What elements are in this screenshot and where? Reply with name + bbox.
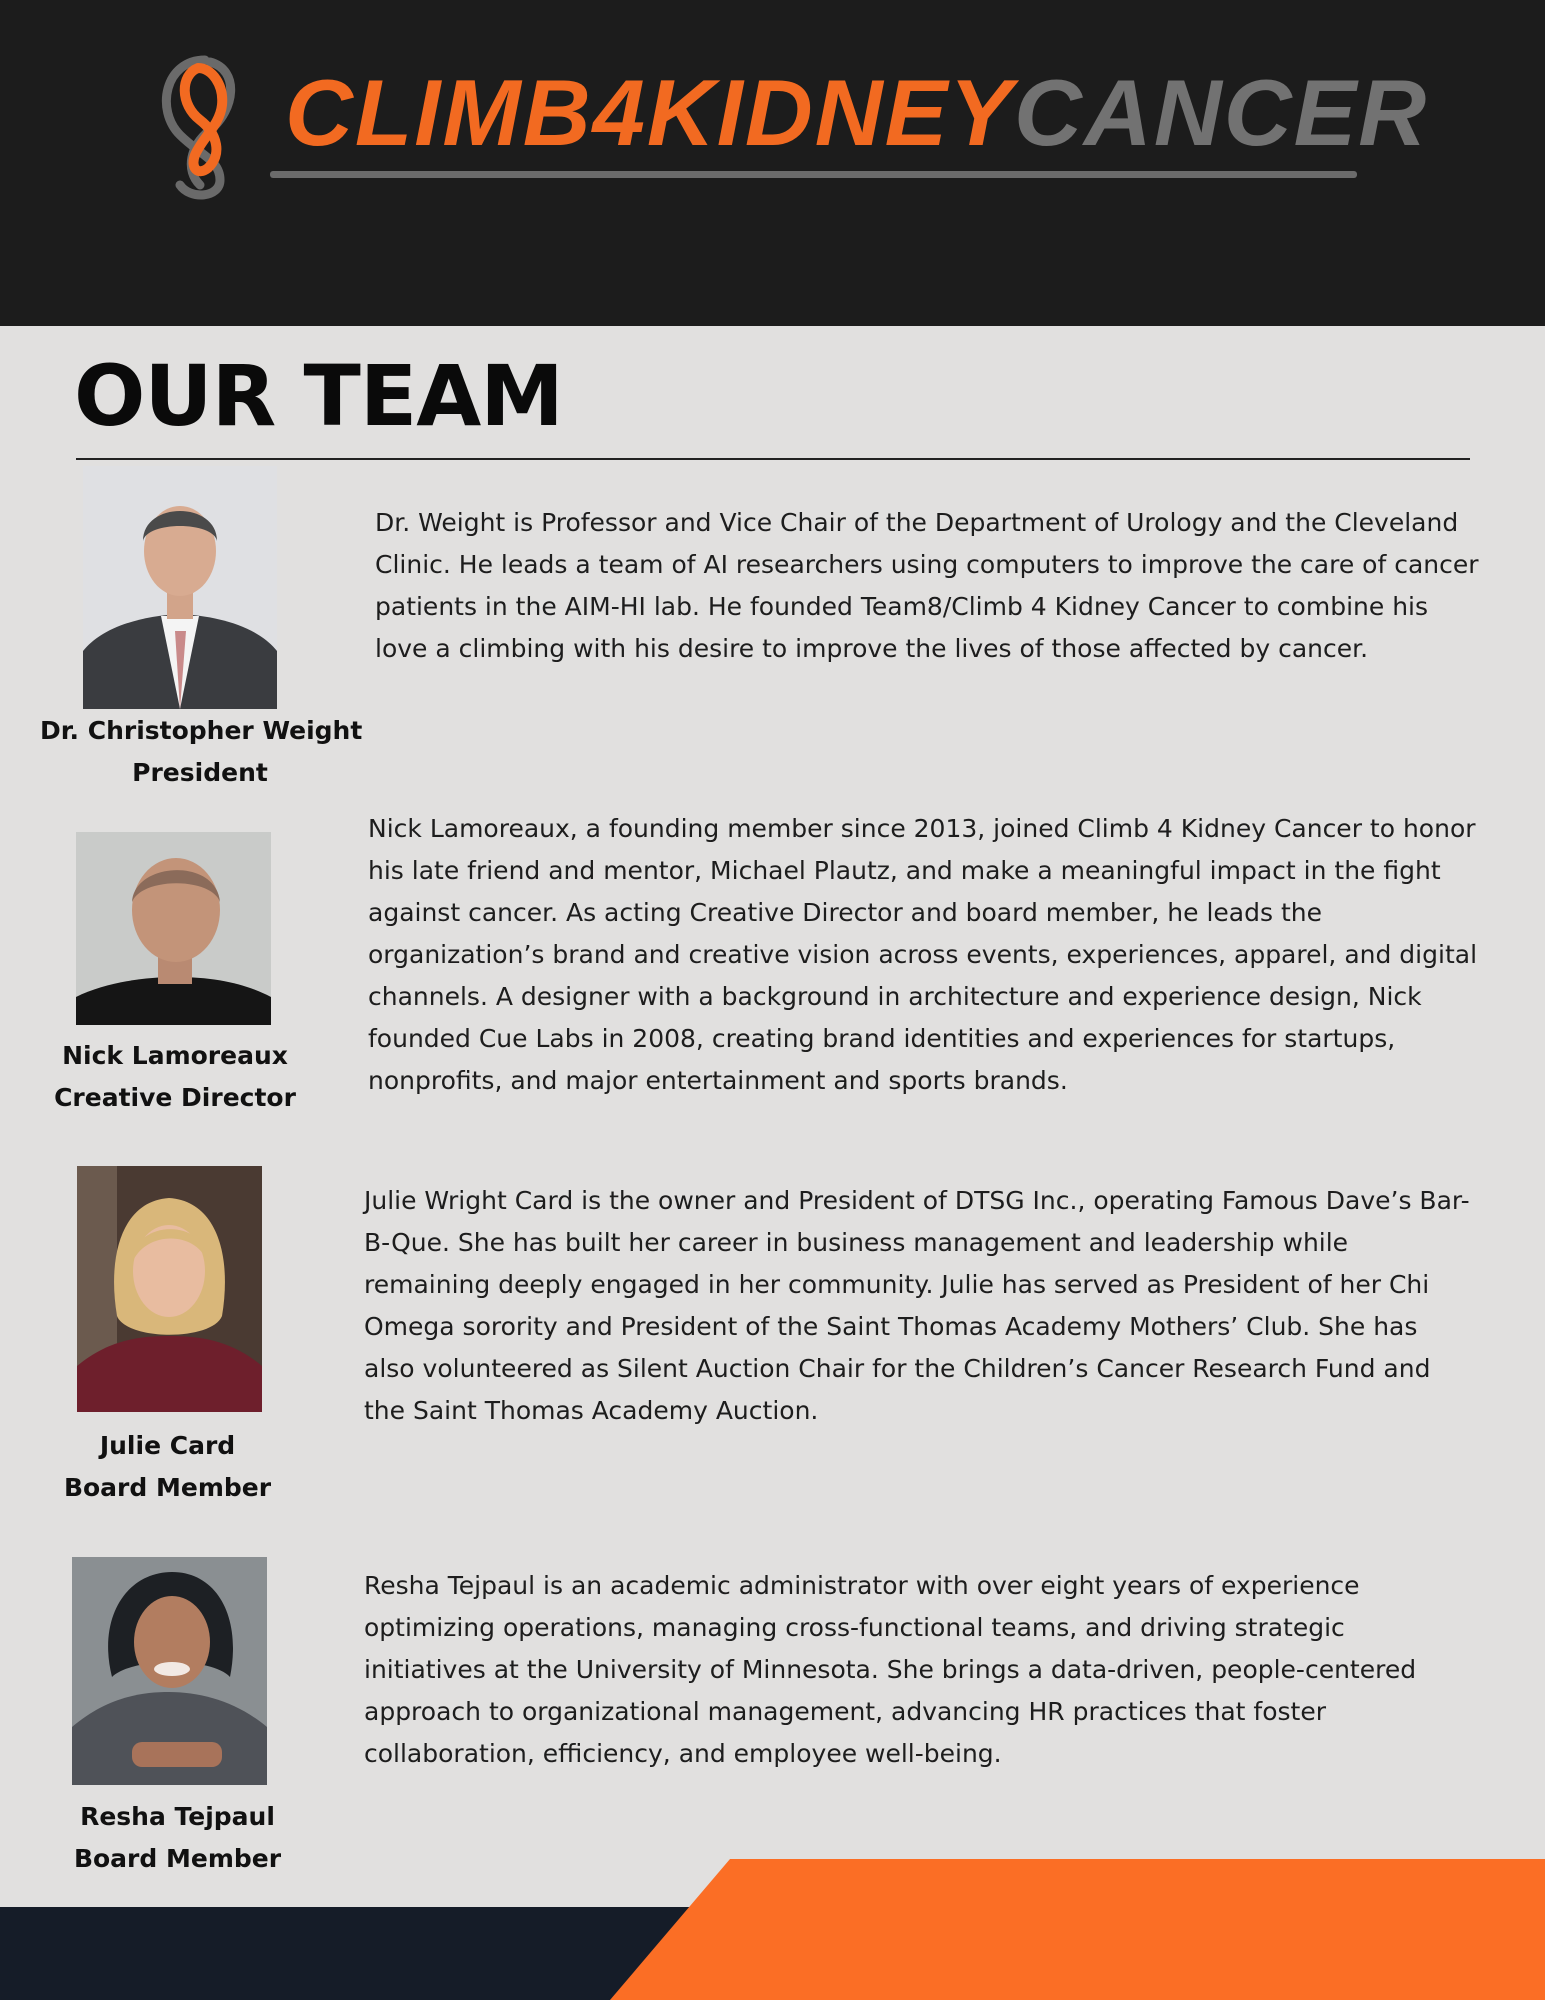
logo-text-gray: CANCER: [1014, 60, 1429, 165]
member-role: Board Member: [63, 1473, 272, 1502]
member-name: Nick Lamoreaux: [62, 1041, 288, 1070]
member-name-lamoreaux: [40, 1035, 310, 1119]
member-photo-tejpaul: [72, 1557, 267, 1785]
member-name: Resha Tejpaul: [80, 1802, 275, 1831]
member-bio-card: Julie Wright Card is the owner and President of DTSG Inc., operating Famous Dave’s Bar-B-Que. She has built her career in business management and leadership while remaining deeply engaged in her community. Julie has served as President of her Chi Omega sorority and President of the Saint Thomas Academy Mothers’ Club. She has also volunteered as Silent Auction Chair for the Children’s Cancer Research Fund and the Saint Thomas Academy Auction.: [364, 1186, 1470, 1425]
member-name: Julie Card: [99, 1431, 236, 1460]
member-bio-weight: Dr. Weight is Professor and Vice Chair of the Department of Urology and the Cleveland Clinic. He leads a team of AI researchers using computers to improve the care of cancer patients in the AIM-HI lab. He founded Team8/Climb 4 Kidney Cancer to combine his love a climbing with his desire to improve the lives of those affected by cancer.: [375, 508, 1479, 663]
header-banner: [0, 0, 1545, 326]
member-role: Creative Director: [54, 1083, 296, 1112]
page-title: OUR TEAM: [74, 347, 563, 445]
member-photo-weight: [83, 466, 277, 709]
figure-eight-climber-icon: [150, 50, 250, 200]
member-bio-tejpaul: Resha Tejpaul is an academic administrator with over eight years of experience optimizing operations, managing cross-functional teams, and driving strategic initiatives at the University of Minnesota. She brings a data-driven, people-centered approach to organizational management, advancing HR practices that foster collaboration, efficiency, and employee well-being.: [364, 1571, 1417, 1768]
brand-logo-text: [285, 60, 1429, 165]
member-name-tejpaul: [40, 1796, 315, 1880]
member-role: Board Member: [73, 1844, 282, 1873]
member-role: President: [132, 758, 268, 787]
member-name-card: [40, 1425, 295, 1509]
member-bio-lamoreaux: Nick Lamoreaux, a founding member since 2013, joined Climb 4 Kidney Cancer to honor his late friend and mentor, Michael Plautz, and make a meaningful impact in the fight against cancer. As acting Creative Director and board member, he leads the organization’s brand and creative vision across events, experiences, apparel, and digital channels. A designer with a background in architecture and experience design, Nick founded Cue Labs in 2008, creating brand identities and experiences for startups, nonprofits, and major entertainment and sports brands.: [368, 814, 1478, 1095]
member-photo-lamoreaux: [76, 832, 271, 1025]
member-name-weight: [40, 710, 363, 794]
title-divider: [76, 458, 1470, 460]
footer-dark-band: [0, 1907, 1545, 2000]
member-name: Dr. Christopher Weight: [40, 716, 363, 745]
logo-text-orange: CLIMB4KIDNEY: [285, 60, 1015, 165]
logo-underline: [270, 171, 1357, 178]
member-photo-card: [77, 1166, 262, 1412]
